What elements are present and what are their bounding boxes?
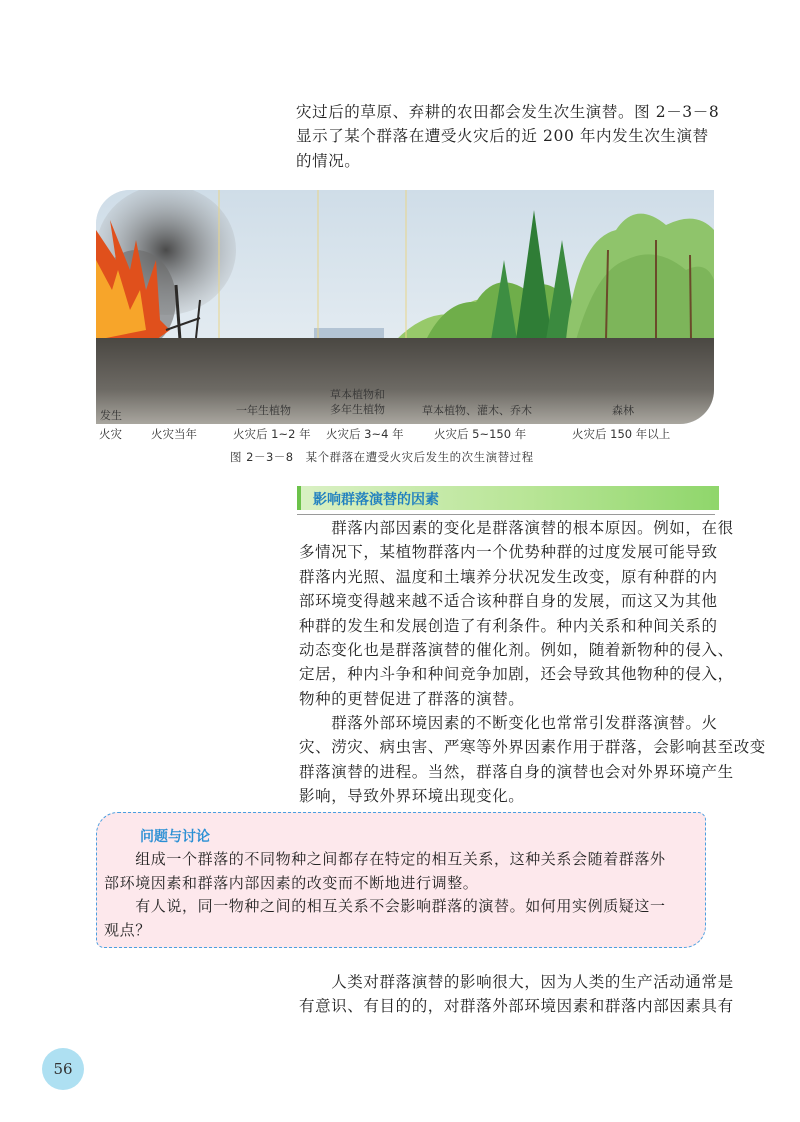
text-line: 有意识、有目的的，对群落外部环境因素和群落内部因素具有 [299, 997, 734, 1016]
text-line: 定居，种内斗争和种间竞争加剧，还会导致其他物种的侵入， [299, 665, 734, 684]
paragraph-internal-factors [299, 516, 734, 711]
text-line: 部环境因素和群落内部因素的改变而不断地进行调整。 [104, 873, 479, 892]
text-line: 物种的更替促进了群落的演替。 [299, 689, 525, 708]
time-label: 火灾后 3~4 年 [326, 427, 404, 441]
time-label: 火灾后 1~2 年 [233, 427, 311, 441]
page-number: 56 [42, 1048, 84, 1090]
stage-label-shrub-tree: 草本植物、灌木、乔木 [422, 404, 532, 417]
stage-label-herbaceous-1: 草本植物和 [330, 388, 385, 401]
text-line: 群落外部环境因素的不断变化也常常引发群落演替。火 [299, 714, 718, 732]
discussion-title: 问题与讨论 [140, 829, 210, 845]
section-title: 影响群落演替的因素 [313, 492, 439, 508]
text-line: 部环境变得越来越不适合该种群自身的发展，而这又为其他 [299, 592, 718, 611]
discussion-text [104, 848, 704, 942]
stage-label-annuals: 一年生植物 [236, 404, 291, 417]
text-line: 灾过后的草原、弃耕的农田都会发生次生演替。图 2－3－8 [296, 103, 720, 121]
text-line: 人类对群落演替的影响很大，因为人类的生产活动通常是 [299, 973, 734, 991]
text-line: 灾、涝灾、病虫害、严寒等外界因素作用于群落，会影响甚至改变 [299, 738, 766, 757]
text-line: 有人说，同一物种之间的相互关系不会影响群落的演替。如何用实例质疑这一 [104, 897, 666, 915]
figure-caption: 图 2－3－8 某个群落在遭受火灾后发生的次生演替过程 [230, 450, 534, 464]
section-divider [297, 514, 715, 515]
succession-illustration [96, 190, 714, 424]
text-line: 的情况。 [296, 151, 361, 170]
intro-paragraph [296, 100, 726, 173]
text-line: 组成一个群落的不同物种之间都存在特定的相互关系，这种关系会随着群落外 [104, 850, 666, 868]
text-line: 种群的发生和发展创造了有利条件。种内关系和种间关系的 [299, 616, 718, 635]
text-line: 显示了某个群落在遭受火灾后的近 200 年内发生次生演替 [296, 127, 709, 146]
time-label: 火灾后 5~150 年 [434, 427, 527, 441]
text-line: 群落演替的进程。当然，群落自身的演替也会对外界环境产生 [299, 762, 734, 781]
text-line: 群落内光照、温度和土壤养分状况发生改变，原有种群的内 [299, 567, 718, 586]
section-header [297, 486, 719, 510]
time-label: 火灾 [99, 427, 122, 441]
paragraph-external-factors [299, 711, 766, 809]
text-line: 动态变化也是群落演替的催化剂。例如，随着新物种的侵入、 [299, 641, 734, 660]
text-line: 多情况下，某植物群落内一个优势种群的过度发展可能导致 [299, 543, 718, 562]
text-line: 观点？ [104, 920, 151, 939]
paragraph-human-influence [299, 970, 734, 1019]
time-label: 火灾后 150 年以上 [572, 427, 671, 441]
time-label: 火灾当年 [151, 427, 197, 441]
text-line: 影响，导致外界环境出现变化。 [299, 787, 525, 806]
stage-label-forest: 森林 [612, 404, 634, 417]
stage-label-fire: 发生 [100, 409, 122, 422]
stage-label-herbaceous-2: 多年生植物 [330, 403, 385, 416]
text-line: 群落内部因素的变化是群落演替的根本原因。例如，在很 [299, 519, 734, 537]
